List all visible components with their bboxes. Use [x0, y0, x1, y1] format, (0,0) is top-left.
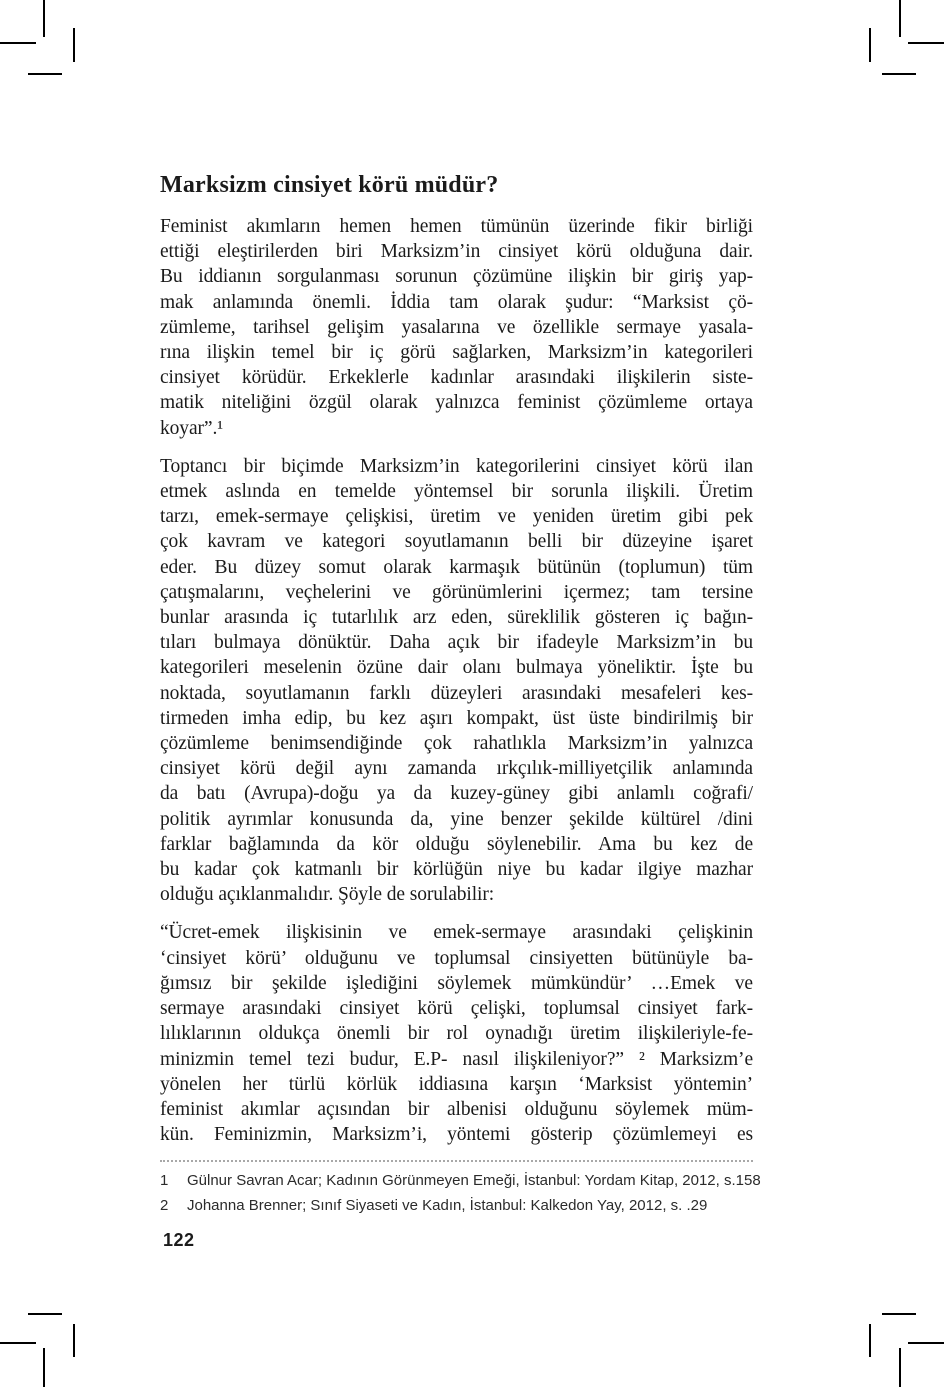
text-line: çözümleme benimsendiğinde çok rahatlıkla Marksizm’in yalnızca — [160, 733, 753, 755]
text-line: tıları bulmaya dönüktür. Daha açık bir ifadeyle Marksizm’in bu — [160, 632, 753, 654]
text-line: etmek aslında en temelde yöntemsel bir sorunla ilişkili. Üretim — [160, 481, 753, 503]
footnote-marker: 2 — [160, 1196, 169, 1214]
text-line: kün. Feminizmin, Marksizm’i, yöntemi gösterip çözümlemeyi es — [160, 1124, 753, 1146]
paragraph — [160, 454, 753, 908]
crop-mark-line — [899, 1348, 901, 1387]
text-line: Bu iddianın sorgulanması sorunun çözümüne ilişkin bir giriş yap- — [160, 266, 753, 288]
text-line: eder. Bu düzey somut olarak karmaşık bütünün (toplumun) tüm — [160, 556, 753, 578]
crop-mark-line — [0, 42, 36, 44]
text-column — [160, 170, 761, 1218]
crop-mark-line — [73, 28, 75, 62]
crop-mark-line — [73, 1324, 75, 1357]
text-line: cinsiyet körü değil aynı zamanda ırkçılık-milliyetçilik anlamında — [160, 758, 753, 780]
text-line: çok kavram ve kategori soyutlamanın belli bir düzeyine işaret — [160, 531, 753, 553]
text-line: feminist akımlar açısından bir albenisi olduğunu söylemek müm- — [160, 1098, 753, 1120]
footnote — [160, 1169, 761, 1194]
text-line: çatışmalarını, veçhelerini ve görünümlerini içermez; tam tersine — [160, 581, 753, 603]
page-number: 122 — [163, 1230, 195, 1250]
text-line: matik niteliğini özgül olarak yalnızca feminist çözümleme ortaya — [160, 392, 753, 414]
text-line: mak anlamında önemli. İddia tam olarak şudur: “Marksist çö- — [160, 291, 753, 313]
text-line: koyar”.¹ — [160, 417, 223, 439]
body-text — [160, 214, 753, 1147]
footnote-marker: 1 — [160, 1172, 169, 1190]
text-line: ‘cinsiyet körü’ olduğunu ve toplumsal cinsiyetten bütünüyle ba- — [160, 947, 753, 969]
text-line: ettiği eleştirilerden biri Marksizm’in cinsiyet körü olduğuna dair. — [160, 241, 753, 263]
text-line: ğımsız bir şekilde işlediğini söylemek mümkündür’ …Emek ve — [160, 972, 753, 994]
text-line: tarzı, emek-sermaye çelişkisi, üretim ve yeniden üretim gibi pek — [160, 506, 753, 528]
crop-mark-line — [882, 73, 916, 75]
crop-mark-line — [899, 0, 901, 37]
crop-mark-line — [908, 42, 944, 44]
text-line: bunlar arasında iç tutarlılık arz eden, süreklilik gösteren iç bağın- — [160, 607, 753, 629]
footnote-text: Johanna Brenner; Sınıf Siyaseti ve Kadın, İstanbul: Kalkedon Yay, 2012, s. .29 — [187, 1196, 708, 1214]
crop-mark-line — [908, 1342, 944, 1344]
text-line: Toptancı bir biçimde Marksizm’in kategorilerini cinsiyet körü ilan — [160, 455, 753, 477]
section-heading: Marksizm cinsiyet körü müdür? — [160, 172, 499, 198]
text-line: politik ayrımlar konusunda da, yine benzer şekilde kültürel /dini — [160, 808, 753, 830]
footnote — [160, 1194, 753, 1219]
crop-mark-line — [28, 73, 62, 75]
text-line: farklar bağlamında da kör olduğu söylenebilir. Ama bu kez de — [160, 833, 753, 855]
text-line: minizmin temel tezi budur, E.P- nasıl ilişkileniyor?” ² Marksizm’e — [160, 1048, 753, 1070]
text-line: lılıklarının oldukça önemli bir rol oynadığı üretim ilişkileriyle-fe- — [160, 1023, 753, 1045]
text-line: tirmeden imha edip, bu kez aşırı kompakt, üst üste bindirilmiş bir — [160, 707, 753, 729]
text-line: cinsiyet körüdür. Erkeklerle kadınlar arasındaki ilişkilerin siste- — [160, 367, 753, 389]
text-line: noktada, soyutlamanın farklı düzeyleri arasındaki mesafeleri kes- — [160, 682, 753, 704]
text-line: bu kadar çok katmanlı bir körlüğün niye bu kadar ilgiye mazhar — [160, 859, 753, 881]
crop-mark-line — [43, 0, 45, 37]
text-line: Feminist akımların hemen hemen tümünün üzerinde fikir birliği — [160, 216, 753, 237]
text-line: da batı (Avrupa)-doğu ya da kuzey-güney gibi anlamlı coğrafi/ — [160, 783, 753, 805]
footnote-text: Gülnur Savran Acar; Kadının Görünmeyen Emeği, İstanbul: Yordam Kitap, 2012, s.158 — [187, 1172, 761, 1190]
text-line: rına ilişkin temel bir iç görü sağlarken, Marksizm’in kategorileri — [160, 342, 753, 364]
text-line: olduğu açıklanmalıdır. Şöyle de sorulabilir: — [160, 884, 495, 906]
paragraph — [160, 920, 753, 1147]
text-line: yönelen her türlü körlük iddiasına karşın ‘Marksist yöntemin’ — [160, 1073, 753, 1095]
crop-mark-line — [28, 1313, 62, 1315]
crop-mark-line — [869, 1324, 871, 1357]
text-line: “Ücret-emek ilişkisinin ve emek-sermaye arasındaki çelişkinin — [160, 922, 753, 944]
crop-mark-line — [0, 1342, 36, 1344]
footnotes — [160, 1162, 761, 1218]
text-line: zümleme, tarihsel gelişim yasalarına ve özellikle sermaye yasala- — [160, 316, 753, 338]
text-line: sermaye arasındaki cinsiyet körü çelişki, toplumsal cinsiyet fark- — [160, 998, 753, 1020]
paragraph — [160, 214, 753, 441]
text-line: kategorileri meselenin özüne dair olanı bulmaya yöneliktir. İşte bu — [160, 657, 753, 679]
crop-mark-line — [882, 1313, 916, 1315]
crop-mark-line — [869, 28, 871, 62]
crop-mark-line — [43, 1348, 45, 1387]
